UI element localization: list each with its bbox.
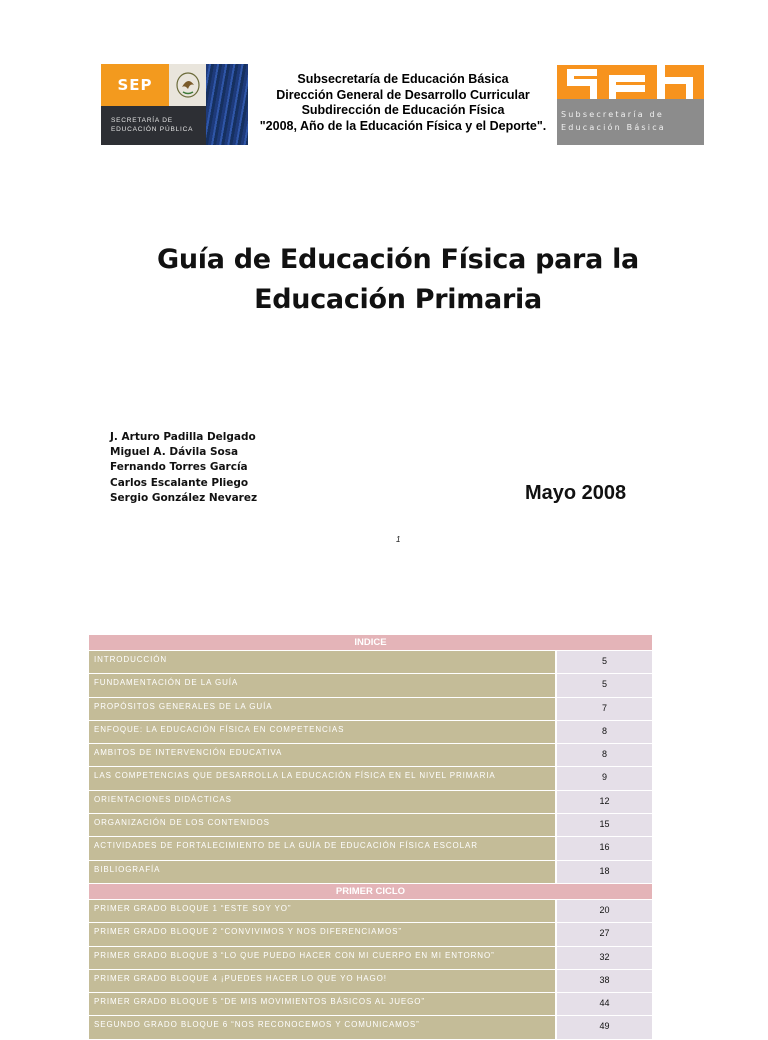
publication-date: Mayo 2008 bbox=[525, 482, 627, 504]
index-row bbox=[89, 814, 652, 837]
index-entry-label: SEGUNDO GRADO BLOQUE 6 “NOS RECONOCEMOS Y COMUNICAMOS” bbox=[89, 1016, 555, 1038]
index-entry-page: 32 bbox=[555, 947, 652, 969]
index-heading: INDICE bbox=[89, 635, 652, 651]
index-entry-page: 20 bbox=[555, 900, 652, 922]
index-entry-page: 12 bbox=[555, 791, 652, 813]
index-row bbox=[89, 861, 652, 884]
index-entry-page: 38 bbox=[555, 970, 652, 992]
index-row bbox=[89, 837, 652, 860]
index-row bbox=[89, 947, 652, 970]
index-entry-page: 9 bbox=[555, 767, 652, 789]
sep-brand: SEP bbox=[101, 64, 169, 106]
index-entry-label: ORIENTACIONES DIDÁCTICAS bbox=[89, 791, 555, 813]
index-entry-page: 49 bbox=[555, 1016, 652, 1038]
sep-subtitle bbox=[101, 106, 206, 145]
index-entries bbox=[89, 651, 652, 884]
sep-subtitle-line: SECRETARÍA DE bbox=[111, 117, 173, 124]
index-entry-page: 27 bbox=[555, 923, 652, 945]
index-entry-page: 5 bbox=[555, 651, 652, 673]
index-entry-page: 8 bbox=[555, 721, 652, 743]
index-entry-label: PRIMER GRADO BLOQUE 4 ¡PUEDES HACER LO QUE YO HAGO! bbox=[89, 970, 555, 992]
index-entry-page: 18 bbox=[555, 861, 652, 883]
authors-list bbox=[110, 430, 257, 506]
page-number: 1 bbox=[396, 535, 401, 544]
index-entry-page: 5 bbox=[555, 674, 652, 696]
header-line: Dirección General de Desarrollo Curricular bbox=[276, 87, 530, 102]
index-entry-page: 44 bbox=[555, 993, 652, 1015]
index-row bbox=[89, 900, 652, 923]
index-row bbox=[89, 923, 652, 946]
index-row bbox=[89, 698, 652, 721]
header-line: "2008, Año de la Educación Física y el Deporte". bbox=[259, 118, 547, 133]
index-row bbox=[89, 970, 652, 993]
seb-logo-line: Subsecretaría de bbox=[561, 110, 664, 119]
seb-logo-graphic bbox=[557, 65, 704, 99]
title-line: Educación Primaria bbox=[254, 284, 542, 315]
index-row bbox=[89, 993, 652, 1016]
section-entries bbox=[89, 900, 652, 1040]
index-entry-label: AMBITOS DE INTERVENCIÓN EDUCATIVA bbox=[89, 744, 555, 766]
index-entry-label: ORGANIZACIÓN DE LOS CONTENIDOS bbox=[89, 814, 555, 836]
author-name: Fernando Torres García bbox=[110, 461, 248, 474]
index-entry-label: ENFOQUE: LA EDUCACIÓN FÍSICA EN COMPETENCIAS bbox=[89, 721, 555, 743]
seb-logo bbox=[557, 65, 704, 145]
header-line: Subsecretaría de Educación Básica bbox=[297, 72, 509, 86]
index-entry-label: PRIMER GRADO BLOQUE 1 “ESTE SOY YO” bbox=[89, 900, 555, 922]
index-table bbox=[89, 635, 652, 1040]
header-line: Subdirección de Educación Física bbox=[301, 103, 505, 117]
author-name: J. Arturo Padilla Delgado bbox=[110, 431, 256, 443]
index-entry-page: 8 bbox=[555, 744, 652, 766]
sep-subtitle-line: EDUCACIÓN PÚBLICA bbox=[111, 126, 194, 133]
index-row bbox=[89, 651, 652, 674]
index-entry-label: INTRODUCCIÓN bbox=[89, 651, 555, 673]
index-entry-label: PROPÓSITOS GENERALES DE LA GUÍA bbox=[89, 698, 555, 720]
title-line: Guía de Educación Física para la bbox=[157, 244, 639, 275]
index-entry-label: ACTIVIDADES DE FORTALECIMIENTO DE LA GUÍA DE EDUCACIÓN FÍSICA ESCOLAR bbox=[89, 837, 555, 859]
index-entry-label: PRIMER GRADO BLOQUE 3 “LO QUE PUEDO HACER CON MI CUERPO EN MI ENTORNO” bbox=[89, 947, 555, 969]
index-entry-label: BIBLIOGRAFÍA bbox=[89, 861, 555, 883]
index-row bbox=[89, 1016, 652, 1039]
index-entry-label: PRIMER GRADO BLOQUE 5 “DE MIS MOVIMIENTOS BÁSICOS AL JUEGO” bbox=[89, 993, 555, 1015]
section-heading: PRIMER CICLO bbox=[89, 884, 652, 900]
header-institution-text bbox=[248, 72, 558, 134]
index-row bbox=[89, 767, 652, 790]
index-row bbox=[89, 721, 652, 744]
sep-logo bbox=[101, 64, 248, 145]
index-row bbox=[89, 674, 652, 697]
mexican-seal-icon bbox=[169, 64, 206, 106]
author-name: Sergio González Nevarez bbox=[110, 491, 258, 504]
author-name: Carlos Escalante Pliego bbox=[110, 476, 249, 489]
index-entry-label: LAS COMPETENCIAS QUE DESARROLLA LA EDUCACIÓN FÍSICA EN EL NIVEL PRIMARIA bbox=[89, 767, 555, 789]
author-name: Miguel A. Dávila Sosa bbox=[110, 446, 239, 459]
index-row bbox=[89, 791, 652, 814]
seb-logo-line: Educación Básica bbox=[561, 123, 666, 132]
index-entry-label: PRIMER GRADO BLOQUE 2 “CONVIVIMOS Y NOS DIFERENCIAMOS” bbox=[89, 923, 555, 945]
index-entry-label: FUNDAMENTACIÓN DE LA GUÍA bbox=[89, 674, 555, 696]
index-entry-page: 7 bbox=[555, 698, 652, 720]
blue-stripes-graphic bbox=[206, 64, 248, 145]
document-title bbox=[100, 240, 696, 320]
index-entry-page: 15 bbox=[555, 814, 652, 836]
index-row bbox=[89, 744, 652, 767]
index-entry-page: 16 bbox=[555, 837, 652, 859]
